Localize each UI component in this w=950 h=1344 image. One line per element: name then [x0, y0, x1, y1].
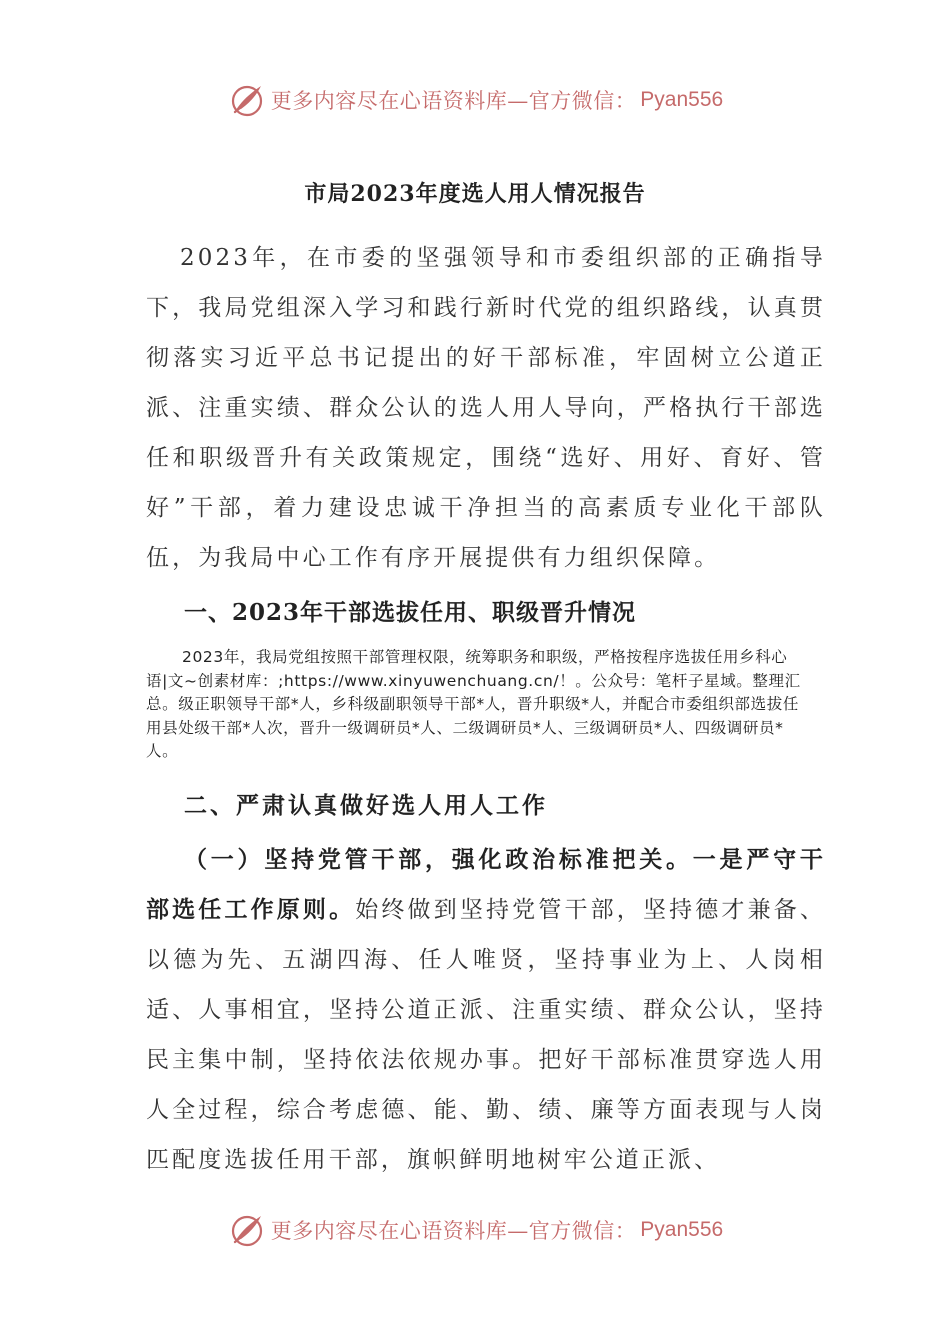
- banner-text: 更多内容尽在心语资料库—官方微信：: [270, 1219, 637, 1243]
- subsection-1-paragraph: [146, 835, 826, 1185]
- quill-pen-logo-icon: [227, 1210, 267, 1250]
- header-watermark-banner: [0, 78, 950, 122]
- section-1-body: 2023年，我局党组按照干部管理权限，统筹职务和职级，严格按程序选拔任用乡科心语|文~创素材库：;https://www.xinyuwenchuang.cn/！。公众号：笔杆子星域。整理汇总。级正职领导干部*人，乡科级副职领导干部*人，晋升职级*人，并配合市委组织部选拔任用县处级干部*人次，晋升一级调研员*人、二级调研员*人、三级调研员*人、四级调研员*人。: [146, 648, 801, 760]
- intro-paragraph: 2023年，在市委的坚强领导和市委组织部的正确指导下，我局党组深入学习和践行新时代党的组织路线，认真贯彻落实习近平总书记提出的好干部标准，牢固树立公道正派、注重实绩、群众公认的选人用人导向，严格执行干部选任和职级晋升有关政策规定，围绕“选好、用好、育好、管好”干部，着力建设忠诚干净担当的高素质专业化干部队伍，为我局中心工作有序开展提供有力组织保障。: [146, 245, 826, 571]
- section-2-heading: 二、严肃认真做好选人用人工作: [184, 792, 548, 819]
- banner-wechat-id: Pyan556: [640, 88, 724, 111]
- section-1-heading: 一、2023年干部选拔任用、职级晋升情况: [184, 599, 637, 626]
- banner-wechat-id: Pyan556: [640, 1218, 724, 1241]
- subsection-1-lead: （一）坚持党管干部，强化政治标准把关。一是严守干部选任工作原则。: [146, 846, 826, 923]
- subsection-1-body: 始终做到坚持党管干部，坚持德才兼备、以德为先、五湖四海、任人唯贤，坚持事业为上、人岗相适、人事相宜，坚持公道正派、注重实绩、群众公认，坚持民主集中制，坚持依法依规办事。把好干部标准贯穿选人用人全过程，综合考虑德、能、勤、绩、廉等方面表现与人岗匹配度选拔任用干部，旗帜鲜明地树牢公道正派、: [146, 897, 826, 1173]
- document-title: 市局2023年度选人用人情况报告: [304, 181, 646, 207]
- quill-pen-logo-icon: [227, 80, 267, 120]
- banner-text: 更多内容尽在心语资料库—官方微信：: [270, 89, 637, 113]
- footer-watermark-banner: [0, 1208, 950, 1252]
